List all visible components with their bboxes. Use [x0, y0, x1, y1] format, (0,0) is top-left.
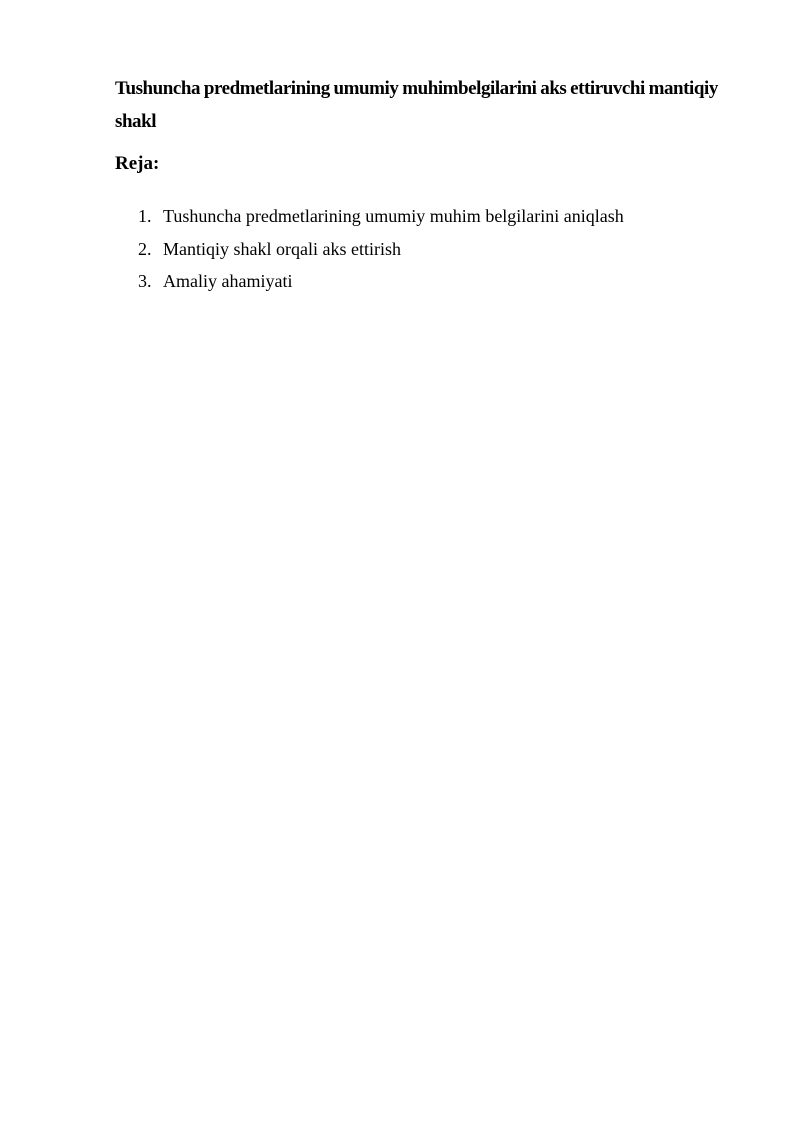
plan-heading: Reja: [115, 153, 160, 174]
plan-item-3 [138, 265, 624, 298]
plan-item-1 [138, 200, 624, 233]
plan-list [138, 200, 624, 298]
plan-item-number: 2. [138, 238, 152, 259]
plan-item-text: Tushuncha predmetlarining umumiy muhim belgilarini aniqlash [163, 206, 624, 226]
plan-item-text: Mantiqiy shakl orqali aks ettirish [163, 238, 401, 259]
document-title: Tushuncha predmetlarining umumiy muhimbelgilarini aks ettiruvchi mantiqiy shakl [115, 78, 718, 132]
plan-item-2 [138, 233, 624, 266]
plan-item-number: 1. [138, 206, 152, 226]
plan-item-text: Amaliy ahamiyati [163, 271, 293, 291]
plan-item-number: 3. [138, 271, 152, 291]
